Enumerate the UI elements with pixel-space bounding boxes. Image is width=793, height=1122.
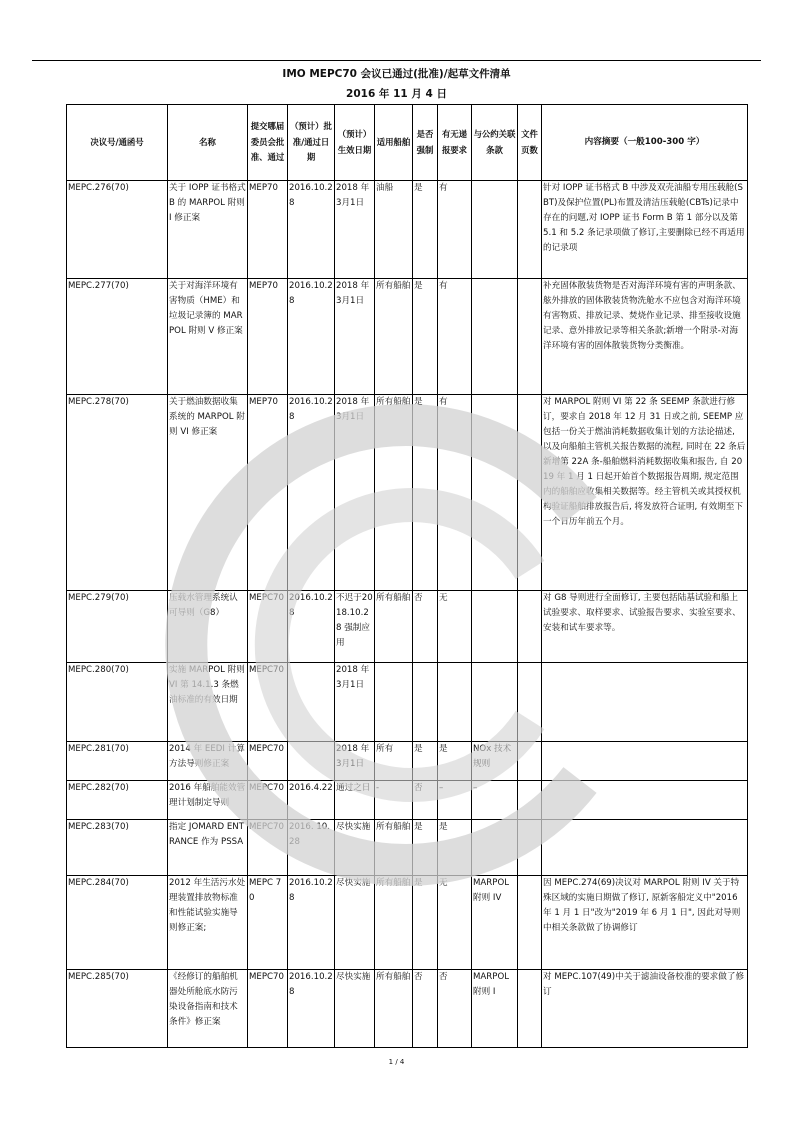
header-mandatory: 是否强制 [413,105,438,181]
cell-committee: MEPC70 [248,781,288,820]
cell-resolution-no: MEPC.285(70) [67,970,168,1048]
cell-pages [518,279,542,395]
cell-committee: MEPC70 [248,663,288,742]
documents-table [66,104,748,1048]
cell-applicable-ships: 所有船舶 [375,279,413,395]
cell-pages [518,663,542,742]
cell-pages [518,742,542,781]
cell-mandatory: 是 [413,820,438,876]
cell-committee: MEP70 [248,181,288,279]
cell-summary [542,742,748,781]
cell-reporting: 有 [438,181,472,279]
cell-effective-date: 2018 年3月1日 [335,395,375,591]
cell-committee: MEPC70 [248,591,288,663]
header-effective-date: （预计）生效日期 [335,105,375,181]
header-convention-clause: 与公约关联条款 [472,105,518,181]
cell-applicable-ships: 所有船舶 [375,591,413,663]
cell-mandatory: 是 [413,876,438,970]
cell-resolution-no: MEPC.280(70) [67,663,168,742]
cell-convention-clause [472,820,518,876]
table-row [67,970,748,1048]
cell-resolution-no: MEPC.281(70) [67,742,168,781]
cell-applicable-ships: 油船 [375,181,413,279]
cell-pages [518,395,542,591]
cell-summary [542,663,748,742]
cell-resolution-no: MEPC.279(70) [67,591,168,663]
cell-applicable-ships: 所有船舶 [375,970,413,1048]
cell-pages [518,181,542,279]
cell-convention-clause [472,279,518,395]
cell-convention-clause [472,395,518,591]
cell-mandatory: 否 [413,781,438,820]
cell-mandatory: 是 [413,395,438,591]
cell-name: 《经修订的船舶机器处所舱底水防污染设备指南和技术条件》修正案 [168,970,248,1048]
table-row [67,876,748,970]
table-header-row [67,105,748,181]
cell-approval-date: 2016.4.22 [288,781,335,820]
cell-summary [542,781,748,820]
cell-name: 关于 IOPP 证书格式 B 的 MARPOL 附则 I 修正案 [168,181,248,279]
header-rule [32,60,761,61]
cell-resolution-no: MEPC.283(70) [67,820,168,876]
cell-applicable-ships: 所有 [375,742,413,781]
cell-effective-date: 尽快实施 [335,876,375,970]
cell-approval-date: 2016.10.28 [288,876,335,970]
header-approval-date: （预计）批准/通过日期 [288,105,335,181]
header-name: 名称 [168,105,248,181]
cell-committee: MEPC70 [248,970,288,1048]
table-row [67,181,748,279]
cell-mandatory: 是 [413,181,438,279]
cell-reporting: 是 [438,820,472,876]
cell-convention-clause: NOx 技术规则 [472,742,518,781]
cell-mandatory: 否 [413,970,438,1048]
cell-approval-date [288,663,335,742]
cell-effective-date: 尽快实施 [335,820,375,876]
cell-name: 压载水管理系统认可导则（G8） [168,591,248,663]
cell-mandatory: 是 [413,279,438,395]
cell-summary: 对 G8 导则进行全面修订, 主要包括陆基试验和船上试验要求、取样要求、试验报告要求、实验室要求、安装和试车要求等。 [542,591,748,663]
cell-reporting [438,663,472,742]
header-summary: 内容摘要（一般100-300 字） [542,105,748,181]
cell-effective-date: 2018 年3月1日 [335,279,375,395]
cell-name: 指定 JOMARD ENTRANCE 作为 PSSA [168,820,248,876]
cell-convention-clause [472,591,518,663]
cell-reporting: 无 [438,876,472,970]
cell-name: 2012 年生活污水处理装置排放物标准和性能试验实施导则修正案; [168,876,248,970]
header-committee: 提交哪届委员会批准、通过 [248,105,288,181]
cell-name: 2016 年船舶能效管理计划制定导则 [168,781,248,820]
cell-reporting: 是 [438,742,472,781]
header-applicable-ships: 适用船舶 [375,105,413,181]
cell-summary: 针对 IOPP 证书格式 B 中涉及双壳油船专用压载舱(SBT)及保护位置(PL)布置及清洁压载舱(CBTs)记录中存在的问题,对 IOPP 证书 Form B 第 1 部分以及第 5.1 和 5.2 条记录项做了修订,主要删除已经不再适用的记录项 [542,181,748,279]
cell-committee: MEP70 [248,279,288,395]
cell-pages [518,876,542,970]
cell-convention-clause [472,663,518,742]
cell-effective-date: 通过之日 [335,781,375,820]
cell-name: 实施 MARPOL 附则 VI 第 14.1.3 条燃油标准的有效日期 [168,663,248,742]
header-reporting: 有无递报要求 [438,105,472,181]
cell-pages [518,970,542,1048]
cell-effective-date: 尽快实施 [335,970,375,1048]
table-row [67,663,748,742]
cell-reporting: 有 [438,279,472,395]
header-resolution-no: 决议号/通函号 [67,105,168,181]
cell-committee: MEPC 70 [248,876,288,970]
cell-pages [518,820,542,876]
cell-summary: 补充固体散装货物是否对海洋环境有害的声明条款、舷外排放的固体散装货物洗舱水不应包含对海洋环境有害物质、排放记录、焚烧作业记录、排至接收设施记录、意外排放记录等相关条款;新增一个附录-对海洋环境有害的固体散装货物分类衡准。 [542,279,748,395]
cell-applicable-ships: 所有船舶 [375,876,413,970]
cell-mandatory [413,663,438,742]
table-row [67,820,748,876]
cell-name: 关于燃油数据收集系统的 MARPOL 附则 VI 修正案 [168,395,248,591]
cell-applicable-ships: - [375,781,413,820]
cell-resolution-no: MEPC.278(70) [67,395,168,591]
cell-convention-clause: MARPOL 附则 I [472,970,518,1048]
cell-reporting: – [438,781,472,820]
cell-effective-date: 2018 年3月1日 [335,181,375,279]
cell-resolution-no: MEPC.284(70) [67,876,168,970]
cell-reporting: 无 [438,591,472,663]
cell-reporting: 否 [438,970,472,1048]
cell-approval-date: 2016.10.28 [288,395,335,591]
table-row [67,742,748,781]
table-row [67,591,748,663]
cell-approval-date: 2016. 10.28 [288,820,335,876]
document-title: IMO MEPC70 会议已通过(批准)/起草文件清单 [282,68,511,80]
cell-applicable-ships [375,663,413,742]
cell-effective-date: 2018 年3月1日 [335,742,375,781]
cell-committee: MEPC70 [248,742,288,781]
cell-approval-date: 2016.10.28 [288,591,335,663]
cell-resolution-no: MEPC.276(70) [67,181,168,279]
table-row [67,279,748,395]
table-row [67,781,748,820]
cell-convention-clause: MARPOL 附则 IV [472,876,518,970]
cell-summary: 对 MEPC.107(49)中关于滤油设备校准的要求做了修订 [542,970,748,1048]
cell-applicable-ships: 所有船舶 [375,395,413,591]
cell-name: 2014 年 EEDI 计算方法导则修正案 [168,742,248,781]
cell-approval-date: 2016.10.28 [288,970,335,1048]
table-row [67,395,748,591]
cell-convention-clause: – [472,781,518,820]
cell-pages [518,591,542,663]
cell-summary [542,820,748,876]
cell-committee: MEPC70 [248,820,288,876]
cell-resolution-no: MEPC.282(70) [67,781,168,820]
page-number: 1 / 4 [388,1058,405,1066]
cell-approval-date: 2016.10.28 [288,279,335,395]
header-pages: 文件页数 [518,105,542,181]
cell-effective-date: 不迟于2018.10.28 强制应用 [335,591,375,663]
cell-approval-date [288,742,335,781]
cell-resolution-no: MEPC.277(70) [67,279,168,395]
cell-approval-date: 2016.10.28 [288,181,335,279]
cell-reporting: 有 [438,395,472,591]
cell-mandatory: 否 [413,591,438,663]
cell-summary: 因 MEPC.274(69)决议对 MARPOL 附则 IV 关于特殊区域的实施日期做了修订, 原新客船定义中"2016 年 1 月 1 日"改为"2019 年 6 月 1 日", 因此对导则中相关条款做了协调修订 [542,876,748,970]
cell-mandatory: 是 [413,742,438,781]
cell-committee: MEP70 [248,395,288,591]
document-date: 2016 年 11 月 4 日 [346,88,447,100]
cell-convention-clause [472,181,518,279]
cell-name: 关于对海洋环境有害物质（HME）和垃圾记录簿的 MARPOL 附则 V 修正案 [168,279,248,395]
cell-pages [518,781,542,820]
cell-applicable-ships: 所有船舶 [375,820,413,876]
cell-effective-date: 2018 年3月1日 [335,663,375,742]
cell-summary: 对 MARPOL 附则 VI 第 22 条 SEEMP 条款进行修订，要求自 2018 年 12 月 31 日或之前, SEEMP 应包括一份关于燃油消耗数据收集计划的方法论描述, 以及向船舶主管机关报告数据的流程, 同时在 22 条后新增第 22A 条-船舶燃料消耗数据收集和报告, 自 2019 年 1 月 1 日起开始首个数据报告周期, 规定范围内的船舶应收集相关数据等。经主管机关或其授权机构验证船舶排放报告后, 将发放符合证明, 有效期至下一个日历年前五个月。 [542,395,748,591]
